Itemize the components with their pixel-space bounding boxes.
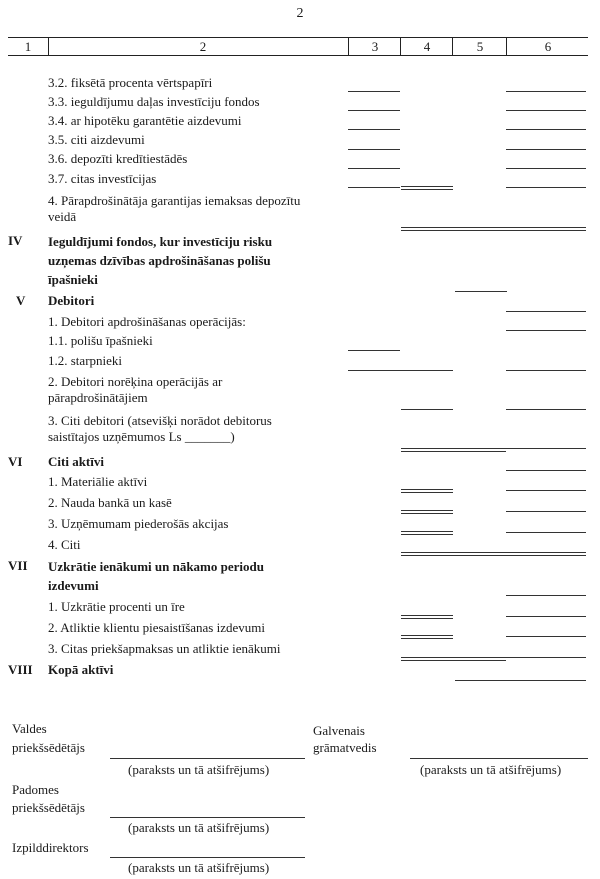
row-v-1-2: 1.2. starpnieki [48,353,123,368]
row-v-1: 1. Debitori apdrošināšanas operācijās: [48,314,246,329]
row-3-4: 3.4. ar hipotēku garantētie aizdevumi [48,113,242,128]
row-v-2-line1: 2. Debitori norēķina operācijās ar [48,374,223,389]
page-number: 2 [296,6,304,21]
value-line [348,129,400,130]
section-viii-number: VIII [8,662,33,677]
section-v-title: Debitori [48,293,95,308]
section-vi-number: VI [8,454,23,469]
value-line [506,330,586,331]
subtotal-line [401,510,453,514]
value-line [506,511,586,512]
value-line [506,187,586,188]
section-iv-line2: uzņemas dzīvības apdrošināšanas polišu [48,253,271,268]
section-vi-title: Citi aktīvi [48,454,104,469]
value-line [506,168,586,169]
row-v-3-line1: 3. Citi debitori (atsevišķi norādot debitorus [48,413,272,428]
row-3-7: 3.7. citas investīcijas [48,171,157,186]
col-3-header: 3 [348,38,401,55]
subtotal-line [401,227,506,231]
value-line [455,680,586,681]
row-4-line1: 4. Pārapdrošinātāja garantijas iemaksas depozītu [48,193,301,208]
value-line [506,129,586,130]
row-vii-1: 1. Uzkrātie procenti un īre [48,599,185,614]
section-vii-number: VII [8,558,28,573]
galvenais-signature-caption: (paraksts un tā atšifrējums) [420,762,562,777]
izpilddirektors-signature-line [110,857,305,858]
col-4-header: 4 [400,38,453,55]
section-vii-line1: Uzkrātie ienākumi un nākamo periodu [48,559,264,574]
value-line [506,490,586,491]
padomes-label-line1: Padomes [12,782,59,797]
row-vii-2: 2. Atliktie klientu piesaistīšanas izdevumi [48,620,265,635]
row-vii-3: 3. Citas priekšapmaksas un atliktie ienākumi [48,641,281,656]
value-line [348,168,400,169]
value-line [401,409,453,410]
valdes-label-line1: Valdes [12,721,47,736]
padomes-signature-caption: (paraksts un tā atšifrējums) [128,820,270,835]
padomes-signature-line [110,817,305,818]
value-line [348,350,400,351]
valdes-signature-line [110,758,305,759]
value-line [506,470,586,471]
section-iv-line1: Ieguldījumi fondos, kur investīciju risku [48,234,273,249]
value-line [506,149,586,150]
row-3-6: 3.6. depozīti kredītiestādēs [48,151,188,166]
section-iv-line3: īpašnieki [48,272,98,287]
subtotal-line [401,657,506,661]
col-1-header: 1 [24,39,32,54]
row-vi-1: 1. Materiālie aktīvi [48,474,148,489]
value-line [348,187,400,188]
row-v-1-1: 1.1. polišu īpašnieki [48,333,153,348]
value-line [506,616,586,617]
value-line [455,291,507,292]
value-line [506,370,586,371]
value-line [506,595,586,596]
value-line [506,532,586,533]
section-viii-title: Kopā aktīvi [48,662,114,677]
subtotal-line [401,531,453,535]
valdes-signature-caption: (paraksts un tā atšifrējums) [128,762,270,777]
galvenais-label-line1: Galvenais [313,723,365,738]
subtotal-line [506,227,586,231]
row-vi-2: 2. Nauda bankā un kasē [48,495,172,510]
col-6-header: 6 [506,38,589,55]
value-line [348,370,453,371]
row-4-line2: veidā [48,209,77,224]
izpilddirektors-label: Izpilddirektors [12,840,89,855]
subtotal-line [401,635,453,639]
value-line [506,91,586,92]
galvenais-label-line2: grāmatvedis [313,740,377,755]
value-line [348,110,400,111]
row-3-3: 3.3. ieguldījumu daļas investīciju fondos [48,94,260,109]
row-vi-3: 3. Uzņēmumam piederošās akcijas [48,516,229,531]
section-v-number: V [16,293,26,308]
subtotal-line [401,448,506,452]
subtotal-line [401,489,453,493]
col-5-header: 5 [452,38,507,55]
row-3-2: 3.2. fiksētā procenta vērtspapīri [48,75,213,90]
subtotal-line [401,552,586,556]
galvenais-signature-line [410,758,588,759]
subtotal-line [401,615,453,619]
value-line [506,636,586,637]
value-line [506,448,586,449]
subtotal-line [401,186,453,190]
valdes-label-line2: priekšsēdētājs [12,740,85,755]
section-iv-number: IV [8,233,23,248]
value-line [506,110,586,111]
row-vi-4: 4. Citi [48,537,81,552]
value-line [506,409,586,410]
row-v-2-line2: pārapdrošinātājiem [48,390,148,405]
section-vii-line2: izdevumi [48,578,99,593]
izpilddirektors-signature-caption: (paraksts un tā atšifrējums) [128,860,270,875]
value-line [348,149,400,150]
value-line [348,91,400,92]
value-line [506,311,586,312]
column-header [8,37,588,56]
padomes-label-line2: priekšsēdētājs [12,800,85,815]
col-2-header: 2 [48,38,357,55]
value-line [506,657,586,658]
row-3-5: 3.5. citi aizdevumi [48,132,145,147]
row-v-3-line2: saistītajos uzņēmumos Ls _______) [48,429,235,444]
